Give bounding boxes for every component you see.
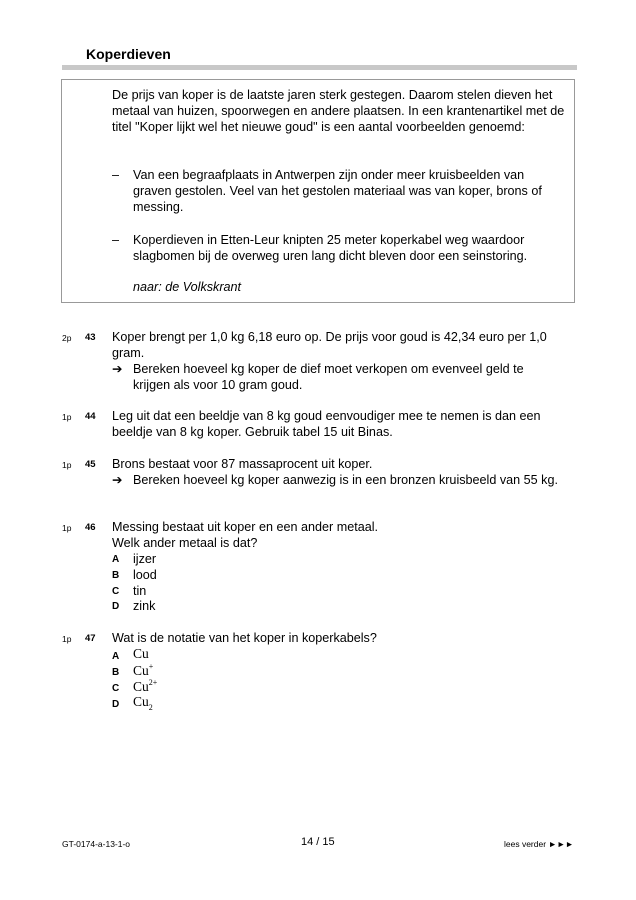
question-number: 43 bbox=[85, 332, 96, 343]
question-task: Bereken hoeveel kg koper de dief moet verkopen om evenveel geld te krijgen als voor 10 gram goud. bbox=[133, 362, 524, 392]
option-text: ijzer bbox=[133, 552, 157, 566]
question-text: Welk ander metaal is dat? bbox=[112, 536, 258, 550]
question-points: 1p bbox=[62, 634, 72, 644]
bullet-dash: – bbox=[112, 168, 120, 182]
option-letter: B bbox=[112, 667, 120, 678]
option-formula: $Cu^{2+}$ bbox=[133, 678, 158, 694]
intro-text: De prijs van koper is de laatste jaren sterk gestegen. Daarom stelen dieven het metaal van huizen, spoorwegen en andere plaatsen. In een krantenartikel met de titel "Koper lijkt wel het nieuwe goud" is een aantal voorbeelden genoemd: bbox=[112, 88, 565, 134]
title-underline bbox=[62, 65, 577, 70]
question-number: 44 bbox=[85, 411, 96, 422]
footer-code: GT-0174-a-13-1-o bbox=[62, 839, 131, 849]
question-text: Messing bestaat uit koper en een ander metaal. bbox=[112, 520, 379, 534]
option-text: tin bbox=[133, 584, 147, 598]
question-text: Koper brengt per 1,0 kg 6,18 euro op. De prijs voor goud is 42,34 euro per 1,0 gram. bbox=[112, 330, 547, 360]
question-text: Leg uit dat een beeldje van 8 kg goud eenvoudiger mee te nemen is dan een beeldje van 8 kg koper. Gebruik tabel 15 uit Binas. bbox=[112, 409, 541, 439]
question-text: Brons bestaat voor 87 massaprocent uit koper. bbox=[112, 457, 373, 471]
option-letter: C bbox=[112, 586, 120, 597]
option-letter: B bbox=[112, 570, 120, 581]
question-number: 47 bbox=[85, 633, 96, 644]
page-title: Koperdieven bbox=[86, 46, 171, 62]
source-credit: naar: de Volkskrant bbox=[133, 280, 242, 294]
bullet-item: Koperdieven in Etten-Leur knipten 25 meter koperkabel weg waardoor slagbomen bij de overweg uren lang dicht bleven door een seinstoring. bbox=[133, 233, 528, 263]
continue-link: lees verder ►►► bbox=[504, 839, 574, 849]
arrow-icon: ➔ bbox=[112, 362, 123, 376]
option-letter: D bbox=[112, 699, 120, 710]
question-text: Wat is de notatie van het koper in koperkabels? bbox=[112, 631, 377, 645]
option-text: zink bbox=[133, 599, 156, 613]
option-formula: $Cu_2$ bbox=[133, 694, 153, 712]
option-letter: A bbox=[112, 651, 120, 662]
question-number: 46 bbox=[85, 522, 96, 533]
option-letter: C bbox=[112, 683, 120, 694]
question-task: Bereken hoeveel kg koper aanwezig is in een bronzen kruisbeeld van 55 kg. bbox=[133, 473, 558, 487]
question-points: 2p bbox=[62, 333, 72, 343]
option-formula: Cu bbox=[133, 646, 149, 661]
option-formula: Cu+ bbox=[133, 662, 154, 678]
question-number: 45 bbox=[85, 459, 96, 470]
arrow-icon: ➔ bbox=[112, 473, 123, 487]
bullet-dash: – bbox=[112, 233, 120, 247]
question-points: 1p bbox=[62, 412, 72, 422]
question-points: 1p bbox=[62, 523, 72, 533]
option-letter: D bbox=[112, 601, 120, 612]
page-number: 14 / 15 bbox=[301, 836, 335, 848]
option-text: lood bbox=[133, 568, 157, 582]
bullet-item: Van een begraafplaats in Antwerpen zijn onder meer kruisbeelden van graven gestolen. Veel van het gestolen materiaal was van koper, brons of messing. bbox=[133, 168, 542, 214]
option-letter: A bbox=[112, 554, 120, 565]
question-points: 1p bbox=[62, 460, 72, 470]
